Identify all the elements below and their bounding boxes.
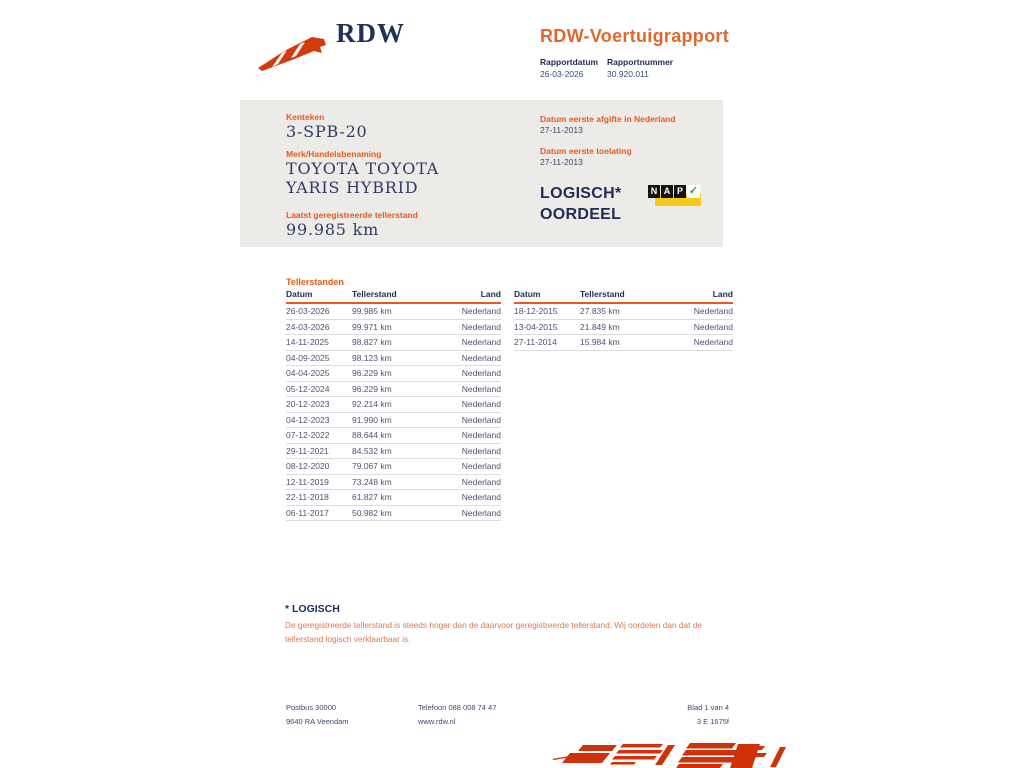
cell-land: Nederland xyxy=(461,461,501,471)
col-header-datum: Datum xyxy=(514,289,541,299)
cell-land: Nederland xyxy=(693,321,733,332)
tellerstanden-title: Tellerstanden xyxy=(286,277,344,287)
kenteken-value: 3-SPB-20 xyxy=(286,122,368,141)
nap-letter-p: P xyxy=(674,185,686,198)
footer-address xyxy=(286,701,349,729)
cell-land: Nederland xyxy=(461,445,501,456)
cell-datum: 04-04-2025 xyxy=(286,368,330,378)
footer-page-info xyxy=(619,701,729,729)
oordeel-line2: OORDEEL xyxy=(540,206,622,223)
cell-datum: 08-12-2020 xyxy=(286,461,330,471)
table-row xyxy=(286,506,501,522)
oordeel-line1: LOGISCH* xyxy=(540,185,622,202)
cell-land: Nederland xyxy=(461,352,501,363)
table-row xyxy=(286,351,501,367)
cell-tellerstand: 91.990 km xyxy=(352,414,392,425)
col-header-tellerstand: Tellerstand xyxy=(580,289,625,299)
cell-tellerstand: 84.532 km xyxy=(352,445,392,456)
cell-tellerstand: 73.248 km xyxy=(352,476,392,487)
table-body xyxy=(514,304,733,351)
merk-line2: YARIS HYBRID xyxy=(286,178,419,197)
footer-doc-code: 3 E 1675f xyxy=(696,717,729,726)
table-row xyxy=(286,444,501,460)
report-date-value: 26-03-2026 xyxy=(540,69,584,79)
tellerstand-label: Laatst geregistreerde tellerstand xyxy=(286,210,418,220)
table-header xyxy=(286,289,501,304)
cell-land: Nederland xyxy=(461,337,501,347)
table-row xyxy=(286,320,501,336)
cell-datum: 04-12-2023 xyxy=(286,414,330,425)
nap-letter-n: N xyxy=(648,185,660,198)
tellerstand-value: 99.985 km xyxy=(286,220,380,239)
cell-land: Nederland xyxy=(693,337,733,347)
tellerstanden-table-right xyxy=(514,289,733,351)
cell-tellerstand: 50.982 km xyxy=(352,507,392,518)
cell-tellerstand: 96.229 km xyxy=(352,368,392,378)
cell-datum: 06-11-2017 xyxy=(286,507,329,518)
rdw-wordmark: RDW xyxy=(336,18,405,48)
col-header-datum: Datum xyxy=(286,289,313,299)
col-header-tellerstand: Tellerstand xyxy=(352,289,397,299)
cell-tellerstand: 98.827 km xyxy=(352,337,392,347)
page-title: RDW-Voertuigrapport xyxy=(540,26,729,46)
table-row xyxy=(286,428,501,444)
cell-land: Nederland xyxy=(693,306,733,316)
cell-land: Nederland xyxy=(461,492,501,502)
cell-datum: 14-11-2025 xyxy=(286,337,329,347)
table-row xyxy=(514,335,733,351)
cell-datum: 07-12-2022 xyxy=(286,430,330,440)
footer-contact xyxy=(418,701,496,729)
merk-line1: TOYOTA TOYOTA xyxy=(286,159,440,178)
footer-website: www.rdw.nl xyxy=(418,717,456,726)
cell-datum: 29-11-2021 xyxy=(286,445,329,456)
table-header xyxy=(514,289,733,304)
footnote-text: De geregistreerde tellerstand is steeds hoger dan de daarvoor geregistreerde tellerstand. Wij oordelen dan dat de tellerstand logisch verklaarbaar is. xyxy=(285,620,702,644)
table-row xyxy=(286,382,501,398)
afgifte-label: Datum eerste afgifte in Nederland xyxy=(540,114,676,124)
cell-land: Nederland xyxy=(461,507,501,518)
cell-datum: 12-11-2019 xyxy=(286,476,329,487)
footer-address-line2: 9640 RA Veendam xyxy=(286,717,349,726)
toelating-value: 27-11-2013 xyxy=(540,157,583,167)
report-number-value: 30.920.011 xyxy=(607,69,649,79)
cell-land: Nederland xyxy=(461,306,501,316)
table-row xyxy=(286,366,501,382)
table-row xyxy=(286,397,501,413)
table-row xyxy=(286,475,501,491)
merk-value xyxy=(286,159,439,197)
cell-tellerstand: 99.985 km xyxy=(352,306,392,316)
rdw-bird-logo-icon xyxy=(256,28,334,72)
cell-datum: 13-04-2015 xyxy=(514,321,558,332)
cell-land: Nederland xyxy=(461,476,501,487)
cell-tellerstand: 88.644 km xyxy=(352,430,392,440)
footer-address-line1: Postbus 30000 xyxy=(286,703,337,712)
cell-datum: 20-12-2023 xyxy=(286,399,330,409)
cell-land: Nederland xyxy=(461,321,501,332)
cell-datum: 18-12-2015 xyxy=(514,306,558,316)
rdw-stripes-graphic-icon xyxy=(548,743,788,768)
cell-tellerstand: 98.123 km xyxy=(352,352,392,363)
nap-check-icon: ✓ xyxy=(688,185,699,197)
cell-datum: 24-03-2026 xyxy=(286,321,330,332)
table-row xyxy=(286,459,501,475)
footnote-title: * LOGISCH xyxy=(285,603,340,615)
cell-tellerstand: 99.971 km xyxy=(352,321,392,332)
table-row xyxy=(514,320,733,336)
cell-tellerstand: 92.214 km xyxy=(352,399,392,409)
cell-tellerstand: 27.835 km xyxy=(580,306,620,316)
nap-logo xyxy=(648,185,702,208)
col-header-land: Land xyxy=(480,289,501,299)
cell-datum: 26-03-2026 xyxy=(286,306,330,316)
cell-land: Nederland xyxy=(461,399,501,409)
footer-phone: Telefoon 088 008 74 47 xyxy=(418,703,497,712)
cell-datum: 22-11-2018 xyxy=(286,492,329,502)
vehicle-summary-panel xyxy=(240,100,723,247)
cell-land: Nederland xyxy=(461,430,501,440)
table-row xyxy=(286,413,501,429)
cell-tellerstand: 96.229 km xyxy=(352,383,392,394)
footer-page-number: Blad 1 van 4 xyxy=(687,703,729,712)
kenteken-label: Kenteken xyxy=(286,112,325,122)
merk-label: Merk/Handelsbenaming xyxy=(286,149,382,159)
cell-tellerstand: 15.984 km xyxy=(580,337,620,347)
cell-datum: 27-11-2014 xyxy=(514,337,557,347)
toelating-label: Datum eerste toelating xyxy=(540,146,632,156)
cell-land: Nederland xyxy=(461,368,501,378)
afgifte-value: 27-11-2013 xyxy=(540,125,583,135)
cell-datum: 05-12-2024 xyxy=(286,383,330,394)
tellerstanden-table-left xyxy=(286,289,501,521)
table-row xyxy=(286,490,501,506)
report-date-label: Rapportdatum xyxy=(540,57,599,67)
report-number-label: Rapportnummer xyxy=(607,57,674,67)
cell-land: Nederland xyxy=(461,414,501,425)
nap-letter-a: A xyxy=(661,185,673,198)
cell-tellerstand: 61.827 km xyxy=(352,492,392,502)
cell-land: Nederland xyxy=(461,383,501,394)
table-row xyxy=(286,304,501,320)
cell-tellerstand: 21.849 km xyxy=(580,321,620,332)
table-body xyxy=(286,304,501,521)
cell-datum: 04-09-2025 xyxy=(286,352,330,363)
cell-tellerstand: 79.067 km xyxy=(352,461,392,471)
table-row xyxy=(514,304,733,320)
oordeel-verdict xyxy=(540,183,622,225)
col-header-land: Land xyxy=(712,289,733,299)
table-row xyxy=(286,335,501,351)
